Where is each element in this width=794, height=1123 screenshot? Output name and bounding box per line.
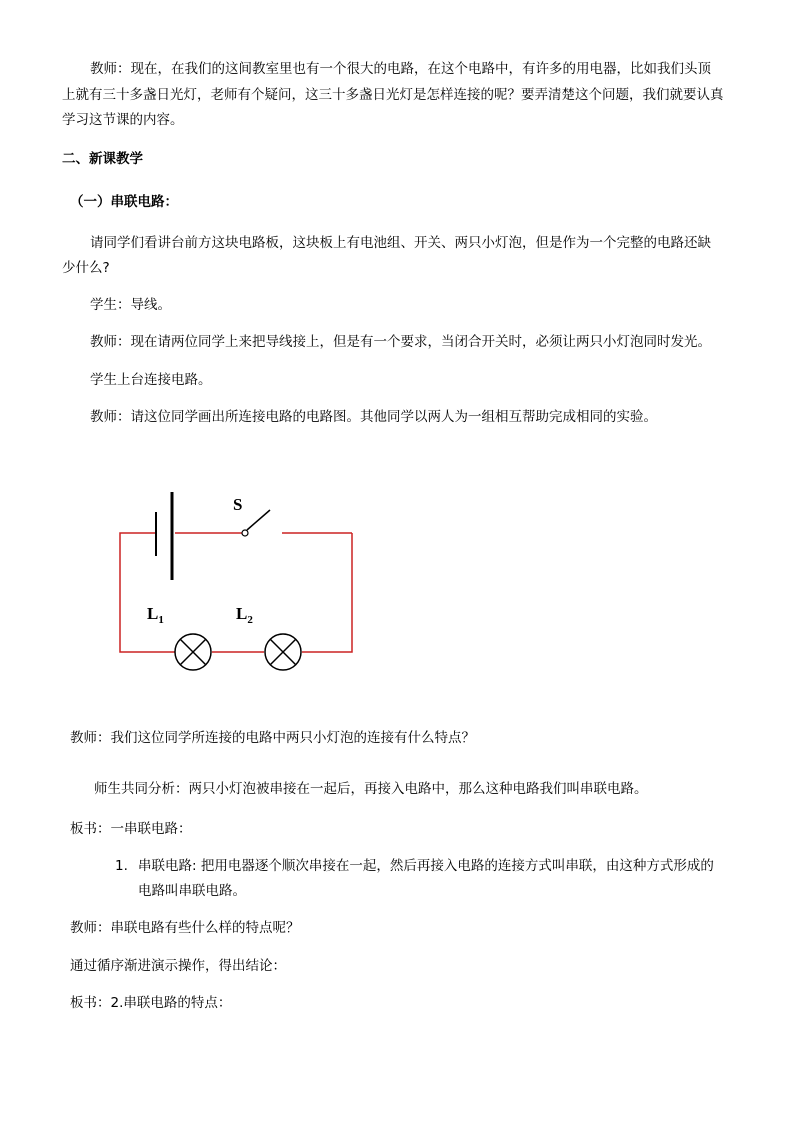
student-action: 学生上台连接电路。 xyxy=(90,372,212,388)
teacher-feature-question: 教师：我们这位同学所连接的电路中两只小灯泡的连接有什么特点？ xyxy=(70,730,475,746)
wire-right xyxy=(302,533,352,652)
question-line-2: 少什么? xyxy=(62,260,110,276)
definition-line-1: 串联电路: 把用电器逐个顺次串接在一起，然后再接入电路的连接方式叫串联，由这种方式形成的 xyxy=(138,858,714,874)
teacher-draw: 教师：请这位同学画出所连接电路的电路图。其他同学以两人为一组相互帮助完成相同的实验。 xyxy=(90,409,657,425)
intro-line-1: 教师：现在，在我们的这间教室里也有一个很大的电路，在这个电路中，有许多的用电器，比如我们头顶 xyxy=(90,61,711,77)
section-title: 二、新课教学 xyxy=(62,151,143,167)
series-circuit-diagram xyxy=(105,480,365,690)
board-note-1: 板书：一串联电路： xyxy=(70,821,192,837)
lamp-1-symbol xyxy=(175,634,211,670)
switch-label: S xyxy=(233,495,243,514)
definition-number: 1. xyxy=(115,858,128,874)
lamp-1-label: $L_1$ xyxy=(147,604,164,626)
definition-line-2: 电路叫串联电路。 xyxy=(138,883,246,899)
demo-conclusion: 通过循序渐进演示操作，得出结论： xyxy=(70,958,286,974)
switch-pivot xyxy=(242,530,248,536)
lamp-2-symbol xyxy=(265,634,301,670)
lamp-2-label: $L_2$ xyxy=(236,604,253,626)
intro-line-3: 学习这节课的内容。 xyxy=(62,112,184,128)
subsection-title: （一）串联电路： xyxy=(70,194,178,210)
board-note-2: 板书：2.串联电路的特点： xyxy=(70,995,232,1011)
teacher-feature-question-2: 教师：串联电路有些什么样的特点呢？ xyxy=(70,920,300,936)
teacher-request: 教师：现在请两位同学上来把导线接上，但是有一个要求，当闭合开关时，必须让两只小灯泡同时发光。 xyxy=(90,334,711,350)
wire-left xyxy=(120,533,175,652)
intro-line-2: 上就有三十多盏日光灯，老师有个疑问，这三十多盏日光灯是怎样连接的呢？要弄清楚这个问题，我们就要认真 xyxy=(62,87,724,103)
question-line-1: 请同学们看讲台前方这块电路板，这块板上有电池组、开关、两只小灯泡，但是作为一个完整的电路还缺 xyxy=(90,235,711,251)
switch-lever xyxy=(247,510,270,530)
joint-analysis: 师生共同分析：两只小灯泡被串接在一起后，再接入电路中，那么这种电路我们叫串联电路。 xyxy=(94,781,648,797)
student-answer: 学生：导线。 xyxy=(90,297,171,313)
